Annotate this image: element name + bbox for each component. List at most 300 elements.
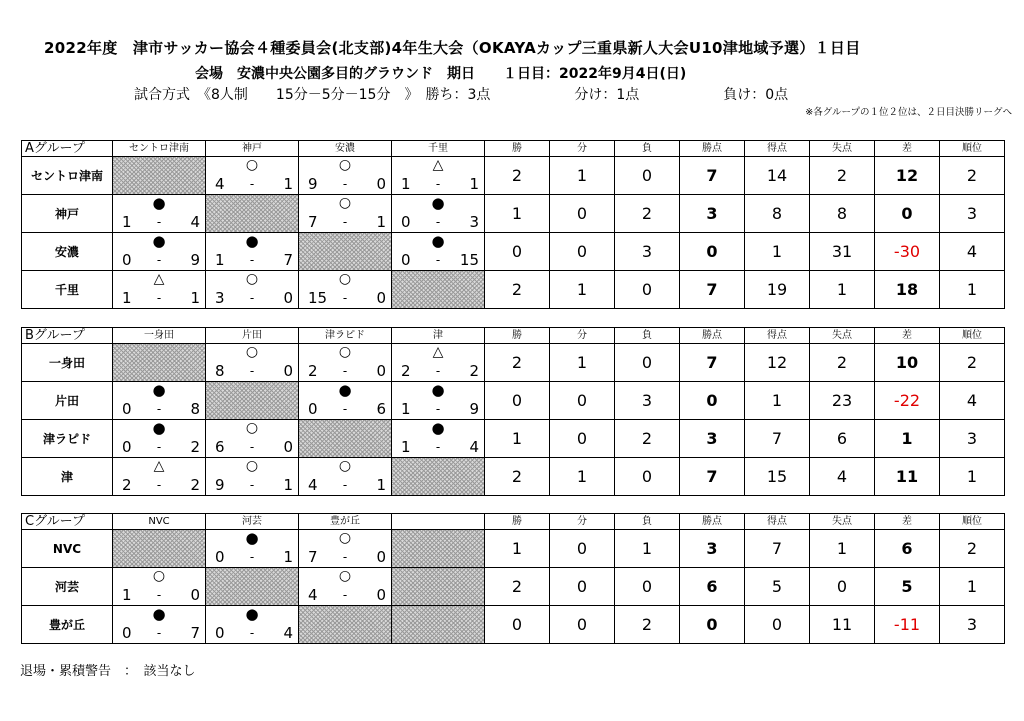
- loss-mark: ●: [431, 381, 445, 399]
- team-row: [22, 271, 1005, 309]
- win-mark: ○: [245, 344, 259, 360]
- stat-goals-for: 15: [745, 458, 810, 496]
- score-dash: -: [156, 588, 162, 602]
- match-result-cell: [206, 233, 299, 271]
- stat-rank: 1: [940, 568, 1005, 606]
- opponent-header: NVC: [113, 514, 206, 530]
- stat-points: 3: [680, 195, 745, 233]
- match-score: [392, 363, 484, 379]
- stat-header: 負: [615, 141, 680, 157]
- stat-goal-difference: -22: [875, 382, 940, 420]
- stat-points: 0: [680, 606, 745, 644]
- team-name: 神戸: [22, 195, 113, 233]
- stat-rank: 3: [940, 606, 1005, 644]
- score-dash: -: [249, 550, 255, 564]
- score-for: 7: [308, 548, 318, 566]
- loss-mark: ●: [152, 605, 166, 623]
- stat-header: 勝: [485, 328, 550, 344]
- stat-rank: 2: [940, 344, 1005, 382]
- score-dash: -: [435, 364, 441, 378]
- stat-goals-for: 12: [745, 344, 810, 382]
- score-for: 4: [308, 476, 318, 494]
- stat-draws: 0: [550, 568, 615, 606]
- opponent-header: 豊が丘: [299, 514, 392, 530]
- stat-header: 得点: [745, 141, 810, 157]
- match-score: [113, 214, 205, 230]
- score-dash: -: [342, 177, 348, 191]
- stat-header: 得点: [745, 328, 810, 344]
- match-score: [392, 439, 484, 455]
- match-score: [206, 625, 298, 641]
- stat-rank: 4: [940, 233, 1005, 271]
- match-result-cell: [392, 195, 485, 233]
- stat-losses: 0: [615, 157, 680, 195]
- self-match-cell: [113, 157, 206, 195]
- group-header-row: [22, 141, 1005, 157]
- team-row: [22, 382, 1005, 420]
- stat-header: 差: [875, 328, 940, 344]
- self-match-cell: [113, 530, 206, 568]
- score-for: 2: [122, 476, 132, 494]
- group-header-row: [22, 328, 1005, 344]
- score-against: 3: [469, 213, 479, 231]
- stat-goal-difference: 5: [875, 568, 940, 606]
- stat-goals-against: 31: [810, 233, 875, 271]
- stat-header: 差: [875, 514, 940, 530]
- stat-goal-difference: -11: [875, 606, 940, 644]
- stat-header: 失点: [810, 141, 875, 157]
- stat-goals-against: 6: [810, 420, 875, 458]
- stat-wins: 0: [485, 233, 550, 271]
- score-against: 0: [190, 586, 200, 604]
- score-dash: -: [342, 478, 348, 492]
- self-match-cell: [392, 568, 485, 606]
- match-result-cell: [206, 606, 299, 644]
- score-dash: -: [156, 402, 162, 416]
- match-score: [299, 401, 391, 417]
- stat-points: 3: [680, 420, 745, 458]
- stat-header: 分: [550, 514, 615, 530]
- advancement-note: ※各グループの１位２位は、２日目決勝リーグへ: [805, 107, 1012, 118]
- stat-goals-for: 14: [745, 157, 810, 195]
- self-match-cell: [206, 568, 299, 606]
- loss-mark: ●: [431, 194, 445, 212]
- self-match-cell: [299, 420, 392, 458]
- stat-losses: 2: [615, 195, 680, 233]
- team-row: [22, 195, 1005, 233]
- team-row: [22, 157, 1005, 195]
- score-for: 2: [401, 362, 411, 380]
- match-score: [206, 290, 298, 306]
- score-for: 0: [215, 548, 225, 566]
- match-result-cell: [299, 271, 392, 309]
- self-match-cell: [392, 458, 485, 496]
- match-score: [299, 363, 391, 379]
- stat-wins: 0: [485, 382, 550, 420]
- score-dash: -: [342, 215, 348, 229]
- stat-header: 負: [615, 328, 680, 344]
- loss-mark: ●: [431, 232, 445, 250]
- self-match-cell: [392, 271, 485, 309]
- score-for: 4: [215, 175, 225, 193]
- match-score: [299, 549, 391, 565]
- match-result-cell: [206, 271, 299, 309]
- stat-losses: 2: [615, 606, 680, 644]
- score-against: 0: [376, 175, 386, 193]
- stat-points: 7: [680, 344, 745, 382]
- score-dash: -: [249, 626, 255, 640]
- win-mark: ○: [338, 458, 352, 474]
- stat-wins: 2: [485, 157, 550, 195]
- stat-header: 失点: [810, 514, 875, 530]
- stat-points: 7: [680, 271, 745, 309]
- match-result-cell: [392, 157, 485, 195]
- score-for: 3: [215, 289, 225, 307]
- stat-goals-for: 19: [745, 271, 810, 309]
- match-score: [113, 625, 205, 641]
- match-score: [113, 439, 205, 455]
- score-dash: -: [342, 402, 348, 416]
- team-name: 千里: [22, 271, 113, 309]
- score-dash: -: [249, 291, 255, 305]
- win-mark: ○: [245, 271, 259, 287]
- loss-mark: ●: [245, 232, 259, 250]
- stat-header: 分: [550, 328, 615, 344]
- match-score: [113, 477, 205, 493]
- stat-rank: 3: [940, 420, 1005, 458]
- match-score: [206, 477, 298, 493]
- win-mark: ○: [245, 458, 259, 474]
- match-score: [113, 587, 205, 603]
- match-score: [299, 477, 391, 493]
- score-against: 2: [469, 362, 479, 380]
- self-match-cell: [206, 382, 299, 420]
- team-row: [22, 420, 1005, 458]
- score-dash: -: [342, 291, 348, 305]
- stat-points: 6: [680, 568, 745, 606]
- match-score: [113, 401, 205, 417]
- team-name: 河芸: [22, 568, 113, 606]
- match-result-cell: [299, 382, 392, 420]
- team-name: セントロ津南: [22, 157, 113, 195]
- group-header-row: [22, 514, 1005, 530]
- score-for: 0: [401, 251, 411, 269]
- stat-goal-difference: 18: [875, 271, 940, 309]
- score-against: 4: [469, 438, 479, 456]
- stat-goal-difference: 6: [875, 530, 940, 568]
- team-row: [22, 458, 1005, 496]
- match-score: [113, 252, 205, 268]
- score-for: 1: [122, 586, 132, 604]
- win-mark: ○: [245, 420, 259, 436]
- loss-mark: ●: [152, 232, 166, 250]
- match-score: [206, 363, 298, 379]
- score-dash: -: [156, 478, 162, 492]
- stat-goals-against: 4: [810, 458, 875, 496]
- stat-losses: 0: [615, 344, 680, 382]
- score-dash: -: [342, 588, 348, 602]
- team-name: 一身田: [22, 344, 113, 382]
- stat-losses: 3: [615, 233, 680, 271]
- stat-goal-difference: 12: [875, 157, 940, 195]
- stat-points: 0: [680, 233, 745, 271]
- score-for: 0: [122, 251, 132, 269]
- score-against: 2: [190, 476, 200, 494]
- match-result-cell: [299, 157, 392, 195]
- draw-mark: △: [432, 344, 444, 360]
- score-dash: -: [156, 626, 162, 640]
- stat-goals-against: 23: [810, 382, 875, 420]
- stat-goal-difference: -30: [875, 233, 940, 271]
- self-match-cell: [299, 233, 392, 271]
- score-against: 0: [376, 548, 386, 566]
- score-dash: -: [342, 364, 348, 378]
- win-mark: ○: [338, 157, 352, 173]
- stat-rank: 2: [940, 530, 1005, 568]
- self-match-cell: [392, 530, 485, 568]
- score-dash: -: [249, 478, 255, 492]
- stat-points: 7: [680, 157, 745, 195]
- match-score: [392, 252, 484, 268]
- team-name: NVC: [22, 530, 113, 568]
- stat-goals-against: 2: [810, 344, 875, 382]
- group-table: [21, 327, 1005, 496]
- group-name: Aグループ: [22, 141, 113, 157]
- match-result-cell: [206, 530, 299, 568]
- score-against: 4: [283, 624, 293, 642]
- team-name: 豊が丘: [22, 606, 113, 644]
- stat-header: 勝: [485, 141, 550, 157]
- match-result-cell: [299, 530, 392, 568]
- venue-date-line: 会場 安濃中央公園多目的グラウンド 期日 １日目：2022年9月4日(日): [195, 66, 687, 82]
- stat-draws: 1: [550, 271, 615, 309]
- stat-goals-for: 7: [745, 420, 810, 458]
- stat-draws: 0: [550, 606, 615, 644]
- stat-goals-for: 7: [745, 530, 810, 568]
- stat-header: 勝点: [680, 141, 745, 157]
- match-result-cell: [206, 157, 299, 195]
- stat-goals-for: 8: [745, 195, 810, 233]
- opponent-header: セントロ津南: [113, 141, 206, 157]
- stat-rank: 3: [940, 195, 1005, 233]
- stat-rank: 1: [940, 458, 1005, 496]
- team-row: [22, 606, 1005, 644]
- team-row: [22, 233, 1005, 271]
- match-result-cell: [113, 233, 206, 271]
- match-score: [299, 587, 391, 603]
- stat-goals-against: 2: [810, 157, 875, 195]
- discipline-footer: 退場・累積警告 ： 該当なし: [20, 664, 196, 679]
- match-score: [392, 214, 484, 230]
- draw-mark: △: [153, 271, 165, 287]
- stat-header: 順位: [940, 141, 1005, 157]
- team-row: [22, 344, 1005, 382]
- team-name: 津ラピド: [22, 420, 113, 458]
- match-score: [299, 176, 391, 192]
- stat-goals-for: 1: [745, 233, 810, 271]
- score-dash: -: [342, 550, 348, 564]
- stat-goal-difference: 1: [875, 420, 940, 458]
- score-for: 0: [122, 438, 132, 456]
- stat-points: 3: [680, 530, 745, 568]
- match-score: [299, 290, 391, 306]
- score-dash: -: [249, 177, 255, 191]
- opponent-header: 安濃: [299, 141, 392, 157]
- match-score: [206, 439, 298, 455]
- stat-goal-difference: 0: [875, 195, 940, 233]
- match-score: [206, 176, 298, 192]
- match-result-cell: [206, 458, 299, 496]
- match-result-cell: [206, 420, 299, 458]
- stat-goals-against: 0: [810, 568, 875, 606]
- stat-goals-for: 5: [745, 568, 810, 606]
- opponent-header: 千里: [392, 141, 485, 157]
- stat-losses: 2: [615, 420, 680, 458]
- stat-losses: 1: [615, 530, 680, 568]
- stat-losses: 0: [615, 271, 680, 309]
- stat-header: 差: [875, 141, 940, 157]
- team-name: 津: [22, 458, 113, 496]
- score-for: 1: [122, 289, 132, 307]
- stat-draws: 0: [550, 530, 615, 568]
- score-against: 0: [376, 586, 386, 604]
- score-against: 15: [459, 251, 479, 269]
- stat-goals-against: 1: [810, 530, 875, 568]
- score-against: 9: [190, 251, 200, 269]
- opponent-header: 河芸: [206, 514, 299, 530]
- score-against: 0: [283, 438, 293, 456]
- score-against: 4: [190, 213, 200, 231]
- stat-header: 負: [615, 514, 680, 530]
- opponent-header: 津: [392, 328, 485, 344]
- score-dash: -: [156, 253, 162, 267]
- score-against: 1: [469, 175, 479, 193]
- score-against: 9: [469, 400, 479, 418]
- score-dash: -: [435, 253, 441, 267]
- loss-mark: ●: [152, 419, 166, 437]
- opponent-header: 一身田: [113, 328, 206, 344]
- team-name: 片田: [22, 382, 113, 420]
- match-score: [206, 252, 298, 268]
- stat-wins: 0: [485, 606, 550, 644]
- win-mark: ○: [338, 271, 352, 287]
- loss-mark: ●: [431, 419, 445, 437]
- stat-goal-difference: 10: [875, 344, 940, 382]
- score-dash: -: [435, 440, 441, 454]
- score-dash: -: [249, 253, 255, 267]
- stat-draws: 0: [550, 382, 615, 420]
- score-against: 0: [376, 362, 386, 380]
- stat-wins: 1: [485, 195, 550, 233]
- stat-wins: 1: [485, 530, 550, 568]
- match-format-line: 試合方式 《8人制 15分－5分－15分 》 勝ち：3点 分け：1点 負け：0点: [134, 87, 789, 103]
- win-mark: ○: [338, 195, 352, 211]
- score-against: 0: [283, 362, 293, 380]
- score-for: 9: [308, 175, 318, 193]
- match-score: [392, 176, 484, 192]
- score-for: 0: [122, 400, 132, 418]
- match-score: [392, 401, 484, 417]
- stat-losses: 0: [615, 458, 680, 496]
- score-dash: -: [435, 402, 441, 416]
- match-result-cell: [113, 568, 206, 606]
- match-result-cell: [113, 420, 206, 458]
- loss-mark: ●: [152, 194, 166, 212]
- opponent-header: 神戸: [206, 141, 299, 157]
- score-against: 1: [283, 548, 293, 566]
- match-score: [299, 214, 391, 230]
- loss-mark: ●: [245, 529, 259, 547]
- score-dash: -: [435, 177, 441, 191]
- self-match-cell: [392, 606, 485, 644]
- match-result-cell: [392, 233, 485, 271]
- stat-header: 分: [550, 141, 615, 157]
- draw-mark: △: [432, 157, 444, 173]
- self-match-cell: [113, 344, 206, 382]
- match-score: [206, 549, 298, 565]
- score-against: 0: [283, 289, 293, 307]
- match-result-cell: [392, 344, 485, 382]
- win-mark: ○: [152, 568, 166, 584]
- team-name: 安濃: [22, 233, 113, 271]
- stat-rank: 2: [940, 157, 1005, 195]
- self-match-cell: [206, 195, 299, 233]
- match-score: [113, 290, 205, 306]
- stat-header: 順位: [940, 328, 1005, 344]
- score-for: 4: [308, 586, 318, 604]
- score-for: 6: [215, 438, 225, 456]
- match-result-cell: [113, 458, 206, 496]
- stat-draws: 1: [550, 157, 615, 195]
- stat-header: 勝点: [680, 328, 745, 344]
- score-dash: -: [156, 215, 162, 229]
- stat-header: 勝: [485, 514, 550, 530]
- score-for: 2: [308, 362, 318, 380]
- stat-rank: 1: [940, 271, 1005, 309]
- group-name: Cグループ: [22, 514, 113, 530]
- stat-rank: 4: [940, 382, 1005, 420]
- score-against: 1: [376, 476, 386, 494]
- score-for: 1: [401, 400, 411, 418]
- match-result-cell: [113, 195, 206, 233]
- score-for: 1: [401, 175, 411, 193]
- draw-mark: △: [153, 458, 165, 474]
- score-dash: -: [156, 291, 162, 305]
- stat-draws: 1: [550, 344, 615, 382]
- score-against: 6: [376, 400, 386, 418]
- stat-goals-against: 8: [810, 195, 875, 233]
- score-against: 1: [283, 476, 293, 494]
- loss-mark: ●: [245, 605, 259, 623]
- stat-header: 順位: [940, 514, 1005, 530]
- loss-mark: ●: [152, 381, 166, 399]
- score-against: 8: [190, 400, 200, 418]
- opponent-header: 津ラピド: [299, 328, 392, 344]
- group-table: [21, 140, 1005, 309]
- match-result-cell: [113, 271, 206, 309]
- stat-points: 0: [680, 382, 745, 420]
- stat-wins: 2: [485, 271, 550, 309]
- match-result-cell: [299, 568, 392, 606]
- team-row: [22, 568, 1005, 606]
- stat-draws: 0: [550, 420, 615, 458]
- score-against: 0: [376, 289, 386, 307]
- win-mark: ○: [245, 157, 259, 173]
- stat-header: 失点: [810, 328, 875, 344]
- score-for: 0: [401, 213, 411, 231]
- score-against: 1: [283, 175, 293, 193]
- score-dash: -: [156, 440, 162, 454]
